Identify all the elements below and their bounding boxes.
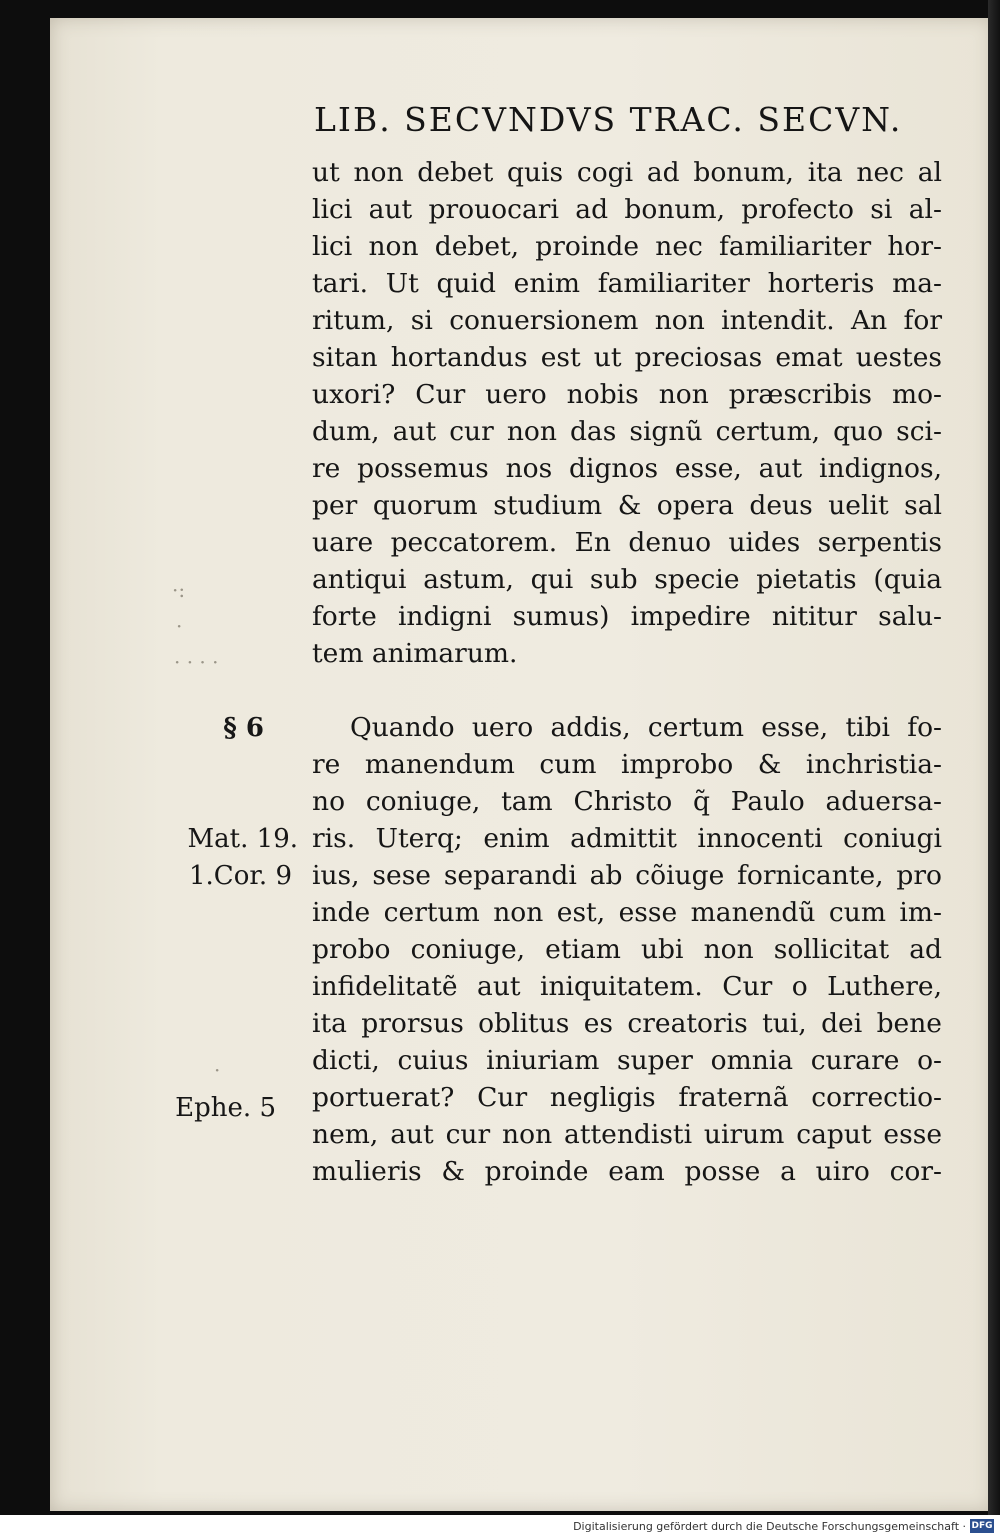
dfg-logo-icon: DFG	[971, 1521, 993, 1531]
margin-section-number: § 6	[223, 713, 264, 743]
body-line: ita prorsus oblitus es creatoris tui, dei bene	[312, 1008, 942, 1039]
show-through-mark: ·	[176, 614, 183, 638]
body-line: sitan hortandus est ut preciosas emat uestes	[312, 342, 942, 373]
body-line: portuerat? Cur negligis fraternã correctio-	[312, 1082, 942, 1113]
body-line: ut non debet quis cogi ad bonum, ita nec al	[312, 157, 942, 188]
body-line: forte indigni sumus) impedire nititur salu-	[312, 601, 942, 632]
body-line: probo coniuge, etiam ubi non sollicitat ad	[312, 934, 942, 965]
body-line: lici non debet, proinde nec familiariter hor-	[312, 231, 942, 262]
body-line: per quorum studium & opera deus uelit sal	[312, 490, 942, 521]
running-head: LIB. SECVNDVS TRAC. SECVN.	[314, 100, 903, 139]
margin-ref-matthew: Mat. 19.	[187, 824, 298, 854]
body-line: infidelitatẽ aut iniquitatem. Cur o Luthere,	[312, 971, 942, 1002]
body-line: tari. Ut quid enim familiariter horteris ma-	[312, 268, 942, 299]
body-line: inde certum non est, esse manendũ cum im-	[312, 897, 942, 928]
body-line: uxori? Cur uero nobis non præscribis mo-	[312, 379, 942, 410]
show-through-mark: ·:	[172, 578, 186, 602]
body-line: nem, aut cur non attendisti uirum caput esse	[312, 1119, 942, 1150]
body-line: dum, aut cur non das signũ certum, quo sci-	[312, 416, 942, 447]
body-line: mulieris & proinde eam posse a uiro cor-	[312, 1156, 942, 1187]
body-line: dicti, cuius iniuriam super omnia curare o-	[312, 1045, 942, 1076]
footer-credit: Digitalisierung gefördert durch die Deutsche Forschungsgemeinschaft ·	[573, 1520, 966, 1533]
body-line: ius, sese separandi ab cõiuge fornicante, pro	[312, 860, 942, 891]
body-line: no coniuge, tam Christo q̃ Paulo aduersa-	[312, 786, 942, 817]
body-line: uare peccatorem. En denuo uides serpentis	[312, 527, 942, 558]
body-line: ris. Uterq; enim admittit innocenti coniugi	[312, 823, 942, 854]
body-line: re possemus nos dignos esse, aut indignos,	[312, 453, 942, 484]
body-line: re manendum cum improbo & inchristia-	[312, 749, 942, 780]
body-line: ritum, si conuersionem non intendit. An for	[312, 305, 942, 336]
margin-ref-ephesians: Ephe. 5	[175, 1093, 276, 1123]
body-line: Quando uero addis, certum esse, tibi fo-	[350, 712, 942, 743]
margin-ref-corinthians: 1.Cor. 9	[189, 861, 292, 891]
body-line: lici aut prouocari ad bonum, profecto si al-	[312, 194, 942, 225]
page-edge	[988, 0, 1000, 1515]
show-through-mark: · · · ·	[174, 650, 219, 674]
body-line: antiqui astum, qui sub specie pietatis (quia	[312, 564, 942, 595]
show-through-mark: ·	[214, 1058, 221, 1082]
body-line: tem animarum.	[312, 638, 518, 669]
